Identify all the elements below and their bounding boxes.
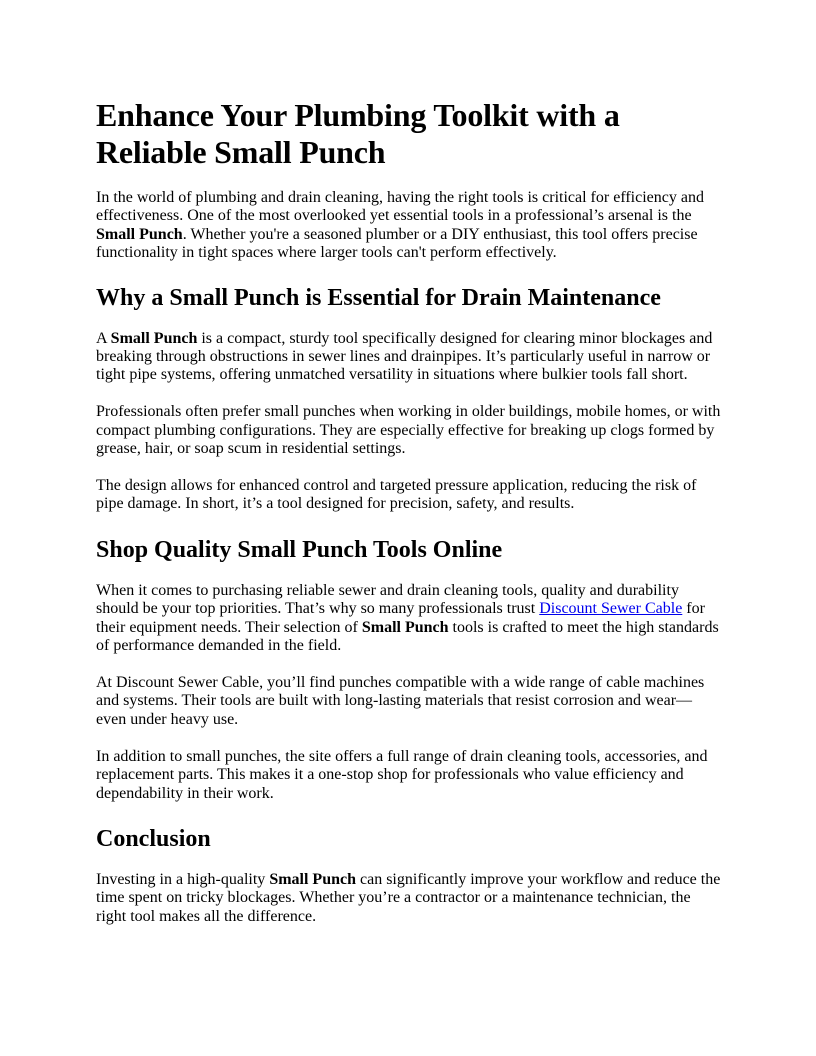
shop-paragraph-3: In addition to small punches, the site offers a full range of drain cleaning tools, accessories, and replacement parts. This makes it a one-stop shop for professionals who value efficiency and dependability in their work. (96, 747, 708, 802)
why-p1-bold-small-punch: Small Punch (110, 329, 198, 347)
section-heading-conclusion: Conclusion (96, 825, 211, 852)
conclusion-paragraph (96, 871, 722, 926)
why-p1-text-1: A (96, 329, 111, 347)
shop-p1-text-2: for their equipment needs. Their selection of (96, 600, 705, 636)
intro-text-1: In the world of plumbing and drain cleaning, having the right tools is critical for efficiency and effectiveness. One of the most overlooked yet essential tools in a professional’s arsenal is the (96, 189, 704, 225)
intro-text-2: . Whether you're a seasoned plumber or a DIY enthusiast, this tool offers precise functionality in tight spaces where larger tools can't perform effectively. (96, 225, 698, 262)
discount-sewer-cable-link[interactable]: Discount Sewer Cable (539, 600, 683, 618)
conclusion-bold-small-punch: Small Punch (269, 870, 356, 888)
shop-p1-bold-small-punch: Small Punch (361, 618, 449, 636)
why-paragraph-3: The design allows for enhanced control and targeted pressure application, reducing the risk of pipe damage. In short, it’s a tool designed for precision, safety, and results. (96, 477, 697, 513)
conclusion-text-1: Investing in a high-quality (96, 870, 270, 888)
document-page (96, 97, 722, 945)
why-paragraph-1 (96, 330, 722, 385)
intro-paragraph (96, 189, 722, 263)
conclusion-text-2: can significantly improve your workflow and reduce the time spent on tricky blockages. Whether you’re a contractor or a maintenance technician, the right tool makes all the difference. (96, 870, 721, 925)
section-heading-shop: Shop Quality Small Punch Tools Online (96, 536, 503, 563)
shop-p1-text-3: tools is crafted to meet the high standards of performance demanded in the field. (96, 618, 719, 655)
why-paragraph-2: Professionals often prefer small punches when working in older buildings, mobile homes, or with compact plumbing configurations. They are especially effective for breaking up clogs formed by grease, hair, or soap scum in residential settings. (96, 403, 721, 458)
section-heading-why: Why a Small Punch is Essential for Drain Maintenance (96, 284, 661, 311)
page-title: Enhance Your Plumbing Toolkit with a Reliable Small Punch (96, 97, 620, 170)
shop-paragraph-1 (96, 582, 722, 656)
intro-bold-small-punch: Small Punch (96, 225, 183, 243)
shop-paragraph-2: At Discount Sewer Cable, you’ll find punches compatible with a wide range of cable machines and systems. Their tools are built with long-lasting materials that resist corrosion and wear—even under heavy use. (96, 674, 705, 728)
why-p1-text-2: is a compact, sturdy tool specifically designed for clearing minor blockages and breaking through obstructions in sewer lines and drainpipes. It’s particularly useful in narrow or tight pipe systems, offering unmatched versatility in situations where bulkier tools fall short. (96, 329, 713, 384)
shop-p1-text-1: When it comes to purchasing reliable sewer and drain cleaning tools, quality and durability should be your top priorities. That’s why so many professionals trust (96, 581, 679, 618)
